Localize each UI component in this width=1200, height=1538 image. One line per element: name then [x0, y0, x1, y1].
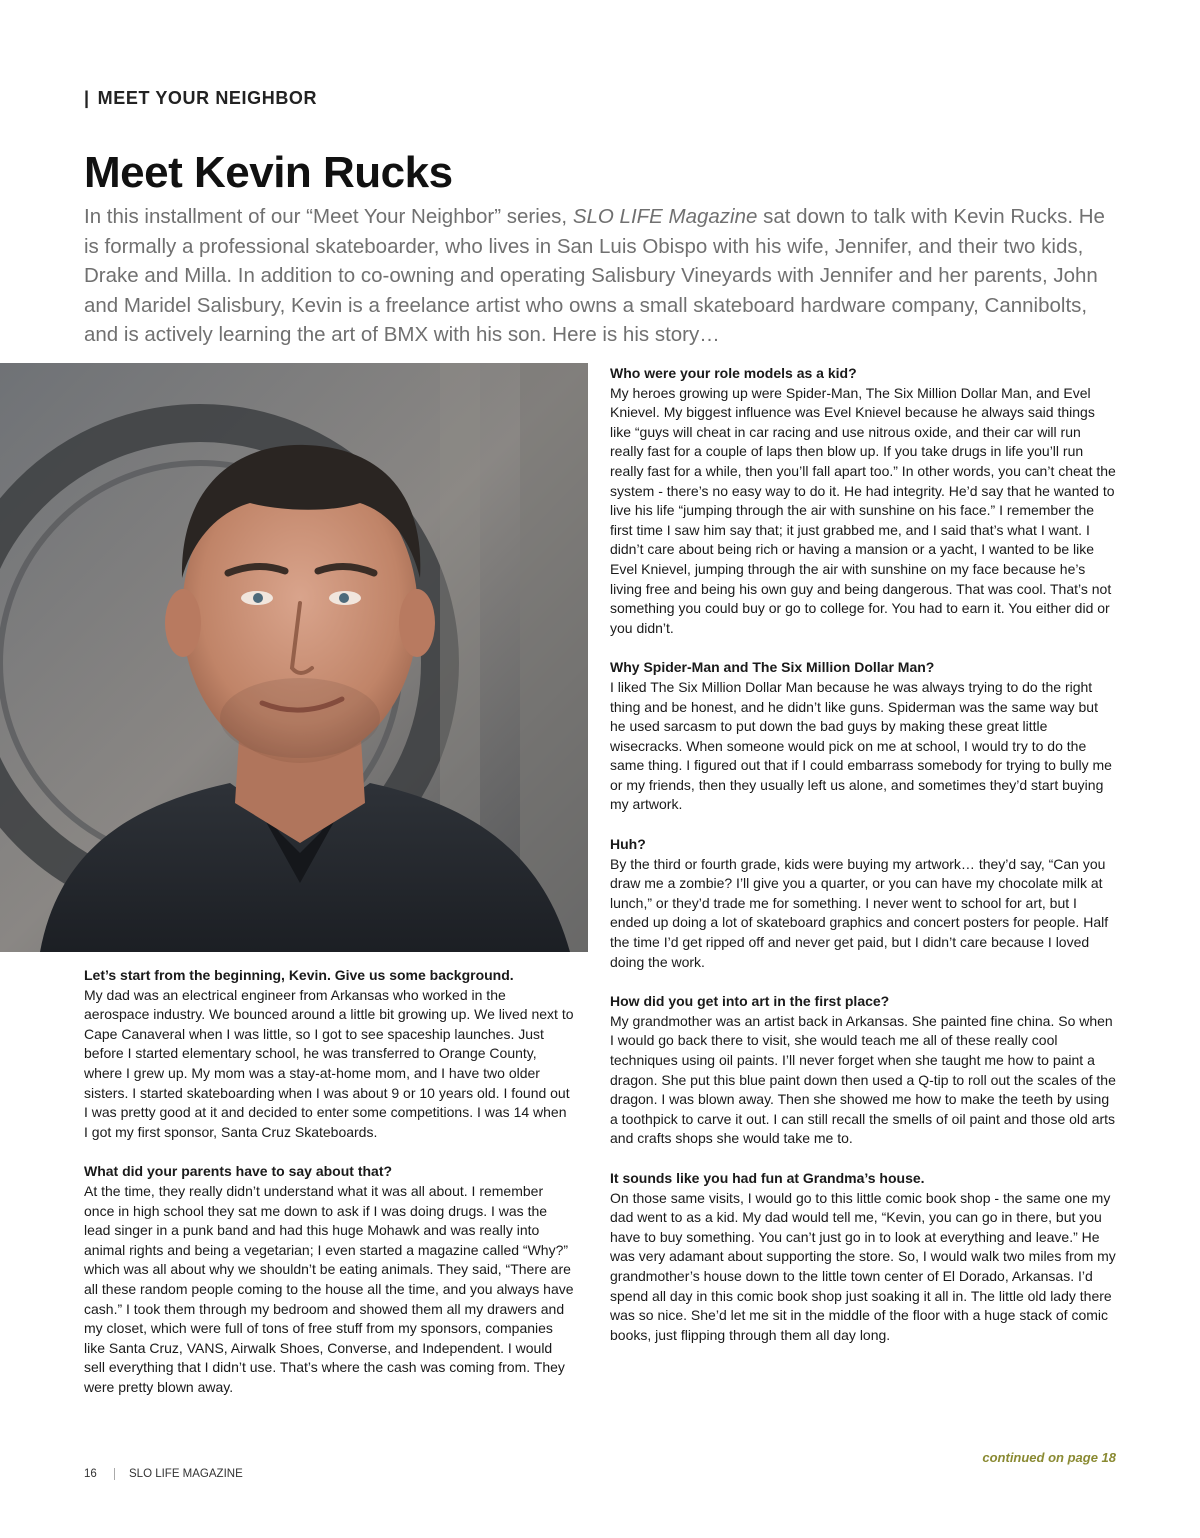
qa-block — [610, 835, 1116, 972]
interview-answer: I liked The Six Million Dollar Man because he was always trying to do the right thing and be honest, and he didn’t like guns. Spiderman was the same way but he used sarcasm to put down the bad guys by making these great little wisecracks. When someone would pick on me at school, I would try to do the same thing. I figured out that if I could embarrass somebody for trying to bully me or my friends, then they usually left us alone, and sometimes they’d start buying my artwork. — [610, 678, 1112, 813]
interview-answer: By the third or fourth grade, kids were buying my artwork… they’d say, “Can you draw me a zombie? I’ll give you a quarter, or you can have my chocolate milk at lunch,” or they’d trade me for something. I never went to school for art, but I ended up doing a lot of skateboard graphics and concert posters for people. Half the time I’d get ripped off and never get paid, but I didn’t care because I loved doing the work. — [610, 855, 1109, 970]
section-kicker — [84, 88, 317, 109]
qa-block — [610, 364, 1116, 638]
left-column — [84, 966, 574, 1417]
interview-question: How did you get into art in the first place? — [610, 993, 890, 1010]
article-title: Meet Kevin Rucks — [84, 148, 453, 197]
intro-text-end: sat down to talk with Kevin Rucks. He is formally a professional skateboarder, who lives in San Luis Obispo with his wife, Jennifer, and their two kids, Drake and Milla. In addition to co-owning and operating Salisbury Vineyards with Jennifer and her parents, John and Maridel Salisbury, Kevin is a freelance artist who owns a small skateboard hardware company, Cannibolts, and is actively learning the art of BMX with his son. Here is his story… — [84, 205, 1105, 346]
interview-question: Let’s start from the beginning, Kevin. Give us some background. — [84, 967, 514, 983]
interview-answer: My grandmother was an artist back in Arkansas. She painted fine china. So when I would go back there to visit, she would teach me all of these really cool techniques using oil paints. I’ll never forget when she taught me how to paint a dragon. She put this blue paint down then used a Q-tip to roll out the scales of the dragon. I was blown away. Then she showed me how to make the teeth by using a toothpick to carve it out. I can still recall the smells of oil paint and those old arts and crafts shops she would take me to. — [610, 1012, 1116, 1147]
interview-answer: On those same visits, I would go to this little comic book shop - the same one my dad went to as a kid. My dad would tell me, “Kevin, you can go in there, but you have to buy something. You can’t just go in to look at everything and leave.” He was very adamant about supporting the store. So, I would walk two miles from my grandmother’s house down to the little town center of El Dorado, Arkansas. I’d spend all day in this comic book shop just soaking it all in. The little old lady there was so nice. She’d let me sit in the middle of the floor with a huge stack of comic books, just flipping through them all day long. — [610, 1189, 1116, 1343]
publication-name: SLO LIFE MAGAZINE — [129, 1468, 243, 1481]
qa-block — [84, 966, 574, 1142]
page-number: 16 — [84, 1468, 97, 1481]
portrait-photo — [0, 363, 588, 952]
article-intro — [84, 202, 1124, 350]
portrait-illustration — [0, 363, 588, 952]
qa-block — [610, 658, 1116, 815]
interview-question: It sounds like you had fun at Grandma’s house. — [610, 1169, 925, 1186]
section-label: MEET YOUR NEIGHBOR — [97, 88, 318, 108]
interview-question: What did your parents have to say about that? — [84, 1163, 393, 1180]
qa-block — [610, 1169, 1116, 1345]
qa-block — [84, 1162, 574, 1397]
intro-text-start: In this installment of our “Meet Your Neighbor” series, — [84, 205, 573, 228]
interview-question: Who were your role models as a kid? — [610, 365, 857, 381]
magazine-name: SLO LIFE Magazine — [572, 205, 758, 228]
page-footer — [84, 1468, 243, 1480]
interview-answer: At the time, they really didn’t understand what it was all about. I remember once in high school they sat me down to ask if I was doing drugs. I was the lead singer in a punk band and had this huge Mohawk and was really into animal rights and being a vegetarian; I even started a magazine called “Why?” which was all about why we shouldn’t be eating animals. They said, “There are all these random people coming to the house all the time, and you always have cash.” I took them through my bedroom and showed them all my drawers and my closet, which were full of tons of free stuff from my sponsors, companies like Santa Cruz, VANS, Airwalk Shoes, Converse, and Independent. I would sell everything that I didn’t use. That’s where the cash was coming from. They were pretty blown away. — [84, 1182, 574, 1395]
kicker-bar: | — [84, 88, 90, 108]
interview-answer: My heroes growing up were Spider-Man, The Six Million Dollar Man, and Evel Knievel. My biggest influence was Evel Knievel because he always said things like “guys will cheat in car racing and use nitrous oxide, and their car will run really fast for a couple of laps then blow up. If you take drugs in life you’ll run really fast for a while, then you’ll fall apart too.” In other words, you can’t cheat the system - there’s no easy way to do it. He had integrity. He’d say that he wanted to live his life “jumping through the air with sunshine on his face.” I remember the first time I saw him say that; it just grabbed me, and I said that’s what I want. I didn’t care about being rich or having a mansion or a yacht, I wanted to be like Evel Knievel, jumping through the air with sunshine on my face because he’s living free and being his own guy and being dangerous. That was cool. That’s not something you could buy or go to college for. You had to earn it. You either did or you didn’t. — [610, 384, 1116, 636]
qa-block — [610, 992, 1116, 1149]
right-column — [610, 364, 1116, 1365]
interview-question: Why Spider-Man and The Six Million Dollar Man? — [610, 659, 935, 676]
interview-question: Huh? — [610, 836, 646, 853]
interview-answer: My dad was an electrical engineer from Arkansas who worked in the aerospace industry. We bounced around a little bit growing up. We lived next to Cape Canaveral when I was little, so I got to see spaceship launches. Just before I started elementary school, he was transferred to Orange County, where I grew up. My mom was a stay-at-home mom, and I have two older sisters. I started skateboarding when I was about 9 or 10 years old. I found out I was pretty good at it and decided to enter some competitions. I was 14 when I got my first sponsor, Santa Cruz Skateboards. — [84, 986, 574, 1140]
continued-note: continued on page 18 — [982, 1450, 1116, 1465]
footer-divider — [114, 1468, 115, 1480]
